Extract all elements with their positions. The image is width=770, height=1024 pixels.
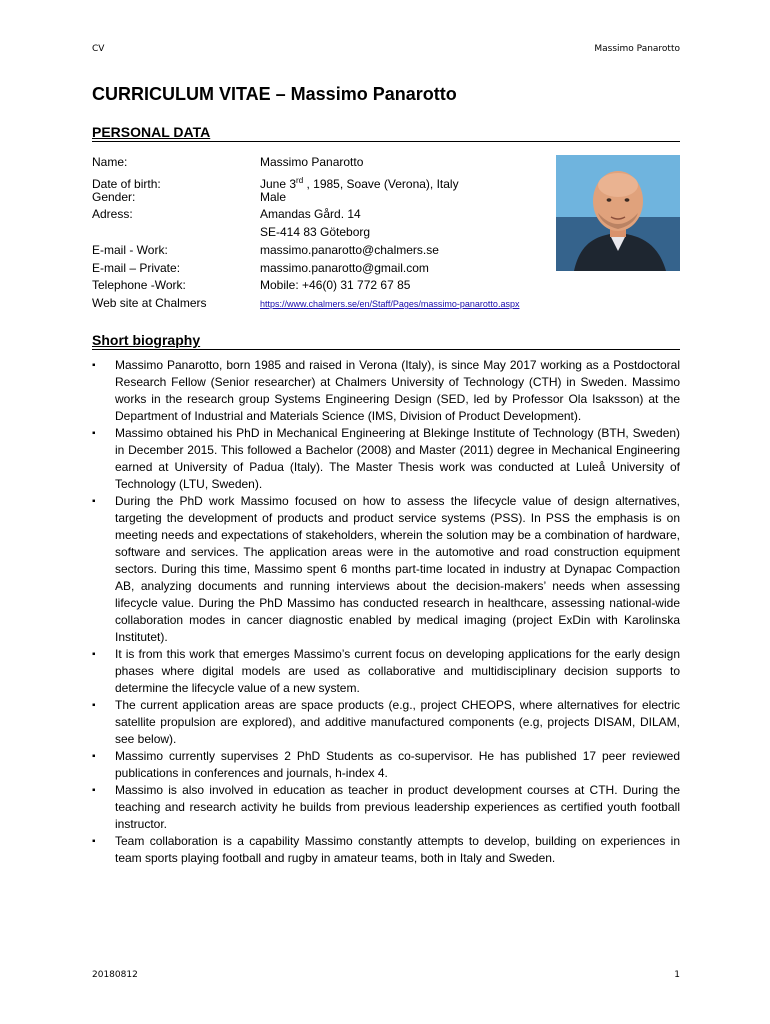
personal-label: E-mail - Work: bbox=[92, 243, 168, 257]
biography-item: ▪ The current application areas are space products (e.g., project CHEOPS, where alternatives for electric satellite propulsion are explored), and additive manufactured components (e.g, projects DISAM, DILAM, see below). bbox=[92, 697, 680, 748]
personal-value: Mobile: +46(0) 31 772 67 85 bbox=[260, 278, 411, 292]
short-biography-heading-text: Short biography bbox=[92, 332, 201, 348]
header-left: CV bbox=[92, 44, 105, 54]
personal-row-email-private bbox=[92, 260, 429, 277]
personal-label: Date of birth: bbox=[92, 177, 161, 191]
biography-item: ▪ Massimo Panarotto, born 1985 and raised in Verona (Italy), is since May 2017 working as a Postdoctoral Research Fellow (Senior researcher) at Chalmers University of Technology (CTH) in Sweden. Massimo works in the research group Systems Engineering Design (SED, led by Professor Ola Isaksson) at the Department of Industrial and Materials Science (IMS, Division of Product Development). bbox=[92, 357, 680, 425]
biography-item: ▪ It is from this work that emerges Massimo’s current focus on developing applications for the early design phases where digital models are used as collaborative and multidisciplinary decision supports to determine the lifecycle value of a new system. bbox=[92, 646, 680, 697]
personal-label: E-mail – Private: bbox=[92, 261, 181, 275]
personal-row-name bbox=[92, 154, 363, 171]
personal-row-gender bbox=[92, 189, 286, 206]
personal-row-address bbox=[92, 206, 361, 223]
personal-row-telephone bbox=[92, 277, 410, 294]
page-number: 1 bbox=[674, 970, 680, 980]
personal-label: Name: bbox=[92, 155, 128, 169]
biography-item: ▪ Massimo currently supervises 2 PhD Students as co-supervisor. He has published 17 peer reviewed publications in conferences and journals, h-index 4. bbox=[92, 748, 680, 782]
biography-item: ▪ During the PhD work Massimo focused on how to assess the lifecycle value of design alternatives, targeting the development of products and product service systems (PSS). In PSS the emphasis is on meeting needs and expectations of stakeholders, wherein the solution may be a combination of hardware, software and services. The application areas were in the automotive and road construction equipment sectors. During this time, Massimo spent 6 months part-time located in industry at Dynapac Compaction AB, analyzing documents and running interviews about the decision-makers’ needs when assessing lifecycle value. During the PhD Massimo has conducted research in healthcare, assessing national-wide collaboration modes in cancer diagnostic enabled by medical imaging (project ExDin with Karolinska Institutet). bbox=[92, 493, 680, 646]
personal-value: massimo.panarotto@gmail.com bbox=[260, 261, 429, 275]
personal-label: Gender: bbox=[92, 190, 136, 204]
website-link[interactable]: https://www.chalmers.se/en/Staff/Pages/massimo-panarotto.aspx bbox=[260, 299, 520, 309]
biography-item: ▪ Massimo obtained his PhD in Mechanical Engineering at Blekinge Institute of Technology (BTH, Sweden) in December 2015. This followed a Bachelor (2008) and Master (2011) degree in Mechanical Engineering earned at University of Padua (Italy). The Master Thesis work was conducted at Luleå University of Technology (LTU, Sweden). bbox=[92, 425, 680, 493]
personal-label: Telephone -Work: bbox=[92, 278, 186, 292]
birth-day-suffix: rd bbox=[296, 176, 304, 185]
personal-value: Massimo Panarotto bbox=[260, 155, 364, 169]
personal-value: SE-414 83 Göteborg bbox=[260, 225, 371, 239]
personal-label: Web site at Chalmers bbox=[92, 296, 207, 310]
personal-value bbox=[260, 172, 459, 193]
personal-data-heading-text: PERSONAL DATA bbox=[92, 124, 211, 140]
footer-date: 20180812 bbox=[92, 970, 138, 980]
personal-row-address-2 bbox=[92, 224, 370, 241]
personal-data-heading bbox=[92, 124, 680, 142]
birth-day: June 3 bbox=[260, 177, 297, 191]
biography-item: ▪ Team collaboration is a capability Massimo constantly attempts to develop, building on experiences in team sports playing football and rugby in amateur teams, both in Italy and Sweden. bbox=[92, 833, 680, 867]
header-right: Massimo Panarotto bbox=[594, 44, 680, 54]
profile-photo-illustration bbox=[556, 155, 680, 271]
profile-photo bbox=[556, 155, 680, 271]
short-biography-heading bbox=[92, 332, 680, 350]
biography-item: ▪ Massimo is also involved in education as teacher in product development courses at CTH. During the teaching and research activity he builds from previous leadership experiences as certified youth football instructor. bbox=[92, 782, 680, 833]
biography-list bbox=[92, 357, 680, 867]
page-title: CURRICULUM VITAE – Massimo Panarotto bbox=[92, 84, 457, 104]
personal-row-email-work bbox=[92, 242, 439, 259]
personal-value: Amandas Gård. 14 bbox=[260, 207, 361, 221]
personal-value: massimo.panarotto@chalmers.se bbox=[260, 243, 439, 257]
personal-label: Adress: bbox=[92, 207, 133, 221]
birth-rest: , 1985, Soave (Verona), Italy bbox=[303, 177, 459, 191]
personal-value: Male bbox=[260, 190, 287, 204]
personal-row-website bbox=[92, 295, 519, 313]
